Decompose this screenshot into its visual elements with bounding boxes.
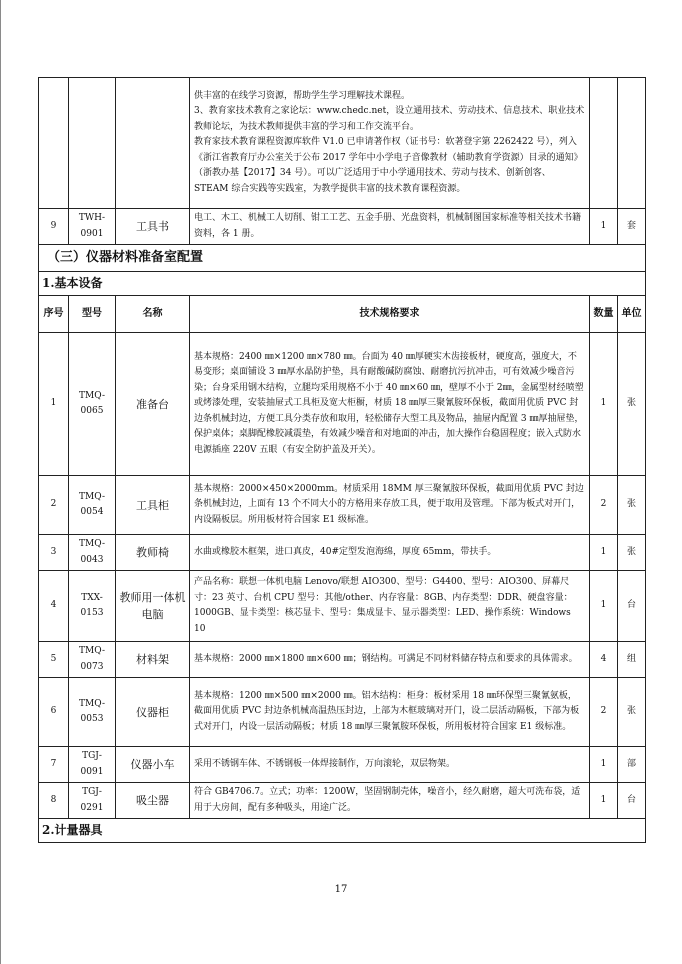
table-row [39,642,646,678]
table-row [39,333,646,476]
cell-name: 吸尘器 [116,783,190,819]
cell-no: 7 [39,747,69,783]
cell-name: 教师椅 [116,535,190,571]
spec-line: 供丰富的在线学习资源，帮助学生学习理解技术课程。 [194,90,411,101]
cell-spec: 电工、木工、机械工人切削、钳工工艺、五金手册、光盘资料，机械制图国家标准等相关技术书籍资料，各 1 册。 [190,209,590,245]
header-qty: 数量 [590,296,618,333]
table-row [39,476,646,535]
cell-qty: 4 [590,642,618,678]
header-spec: 技术规格要求 [190,296,590,333]
cell-unit: 组 [618,642,646,678]
cell-unit: 张 [618,476,646,535]
cell-name: 材料架 [116,642,190,678]
cell-spec: 基本规格：2000×450×2000mm。材质采用 18MM 厚三聚氰胺环保板，截面用优质 PVC 封边条机械封边，上面有 13 个不同大小的方格用来存放工具，便于取用及管理。下部为板式对开门，内设隔板层。所用板材符合国家 E1 级标准。 [190,476,590,535]
cell-unit: 台 [618,571,646,642]
table-row [39,571,646,642]
cell-name [116,78,190,209]
subsection-title: 1.基本设备 [39,272,646,296]
cell-qty: 1 [590,783,618,819]
cell-model [69,78,116,209]
cell-qty: 2 [590,476,618,535]
section-title: （三）仪器材料准备室配置 [39,245,646,272]
cell-no: 8 [39,783,69,819]
cell-spec: 基本规格：2000 ㎜×1800 ㎜×600 ㎜；钢结构。可满足不同材料储存特点和要求的具体需求。 [190,642,590,678]
cell-model: TMQ-0054 [69,476,116,535]
table-row [39,678,646,747]
cell-model: TXX-0153 [69,571,116,642]
cell-no [39,78,69,209]
cell-qty: 1 [590,333,618,476]
cell-spec: 符合 GB4706.7。立式；功率：1200W，坚固钢制壳体，噪音小，经久耐磨，超大可洗布袋，适用于大房间，配有多种吸头，用途广泛。 [190,783,590,819]
cell-model: TWH-0901 [69,209,116,245]
cell-unit: 套 [618,209,646,245]
cell-model: TMQ-0073 [69,642,116,678]
cell-name: 准备台 [116,333,190,476]
cell-no: 3 [39,535,69,571]
cell-unit: 部 [618,747,646,783]
cell-spec: 产品名称：联想一体机电脑 Lenovo/联想 AIO300、型号：G4400、型号：AIO300、屏幕尺寸：23 英寸、台机 CPU 型号：其他/other、内存容量：8GB、内存类型：DDR、硬盘容量：1000GB、显卡类型：核芯显卡、型号：集成显卡、显示器类型：LED、操作系统：Windows 10 [190,571,590,642]
cell-name: 仪器小车 [116,747,190,783]
cell-spec: 基本规格：2400 ㎜×1200 ㎜×780 ㎜。台面为 40 ㎜厚硬实木齿接板材，硬度高，强度大，不易变形；桌面铺设 3 ㎜厚水晶防护垫，具有耐酸碱防腐蚀、耐磨抗污抗冲击，可有效减少噪音污染；台身采用钢木结构，立腿均采用规格不小于 40 ㎜×60 ㎜，壁厚不小于 2㎜，金属型材经喷塑或烤漆处理，安装抽屉式工具柜及宽大柜橱，材质 18 ㎜厚三聚氰胺环保板，截面用优质 PVC 封边条机械封边，方便工具分类存放和取用，轻松储存大型工具及物品，抽屉内配置 3 ㎜厚抽屉垫，保护桌体；桌脚配橡胶减震垫，有效减少噪音和对地面的冲击，加大操作台稳固程度；嵌入式防水电源插座 220V 五眼（有安全防护盖及开关）。 [190,333,590,476]
cell-unit: 台 [618,783,646,819]
cell-qty: 1 [590,747,618,783]
spec-line: 教育家技术教育课程资源库软件 V1.0 已申请著作权（证书号：软著登字第 2262422 号），列入《浙江省教育厅办公室关于公布 2017 学年中小学电子音像教材（辅助教育学资源）目录的通知》（浙教办基【2017】34 号）。可以广泛适用于中小学通用技术、劳动与技术、创新创客、STEAM 综合实践等实践室，为教学提供丰富的技术教育课程资源。 [194,137,583,194]
subsection-row [39,272,646,296]
table-row [39,747,646,783]
cell-qty: 1 [590,535,618,571]
cell-unit: 张 [618,535,646,571]
cell-qty: 1 [590,571,618,642]
table-row [39,783,646,819]
spec-line: 3、教育家技术教育之家论坛：www.chedc.net，设立通用技术、劳动技术、信息技术、职业技术教师论坛，为技术教师提供丰富的学习和工作交流平台。 [194,106,585,132]
cell-unit: 张 [618,333,646,476]
cell-qty: 2 [590,678,618,747]
header-unit: 单位 [618,296,646,333]
cell-qty [590,78,618,209]
cell-name: 工具柜 [116,476,190,535]
cell-model: TMQ-0043 [69,535,116,571]
page-left-edge [0,0,1,964]
cell-model: TMQ-0053 [69,678,116,747]
page-number: 17 [334,884,348,895]
cell-spec: 采用不锈钢车体、不锈钢板一体焊接制作，万向滚轮，双层物架。 [190,747,590,783]
cell-spec: 水曲或橡胶木框架，进口真皮，40#定型发泡海绵，厚度 65mm，带扶手。 [190,535,590,571]
cell-unit: 张 [618,678,646,747]
section-row [39,245,646,272]
subsection-row [39,819,646,843]
table-row [39,78,646,209]
cell-name: 仪器柜 [116,678,190,747]
cell-model: TGJ-0091 [69,747,116,783]
cell-model: TMQ-0065 [69,333,116,476]
table-row [39,535,646,571]
cell-no: 1 [39,333,69,476]
cell-no: 2 [39,476,69,535]
cell-name: 工具书 [116,209,190,245]
header-model: 型号 [69,296,116,333]
cell-name: 教师用一体机电脑 [116,571,190,642]
header-name: 名称 [116,296,190,333]
equipment-table [38,77,646,843]
header-row [39,296,646,333]
cell-no: 6 [39,678,69,747]
cell-qty: 1 [590,209,618,245]
cell-unit [618,78,646,209]
cell-no: 4 [39,571,69,642]
header-no: 序号 [39,296,69,333]
subsection-title: 2.计量器具 [39,819,646,843]
cell-spec: 基本规格：1200 ㎜×500 ㎜×2000 ㎜。铝木结构：柜身：板材采用 18 ㎜环保型三聚氰氨板，截面用优质 PVC 封边条机械高温热压封边，上部为木框玻璃对开门，设二层活动隔板，下部为板式对开门，内设一层活动隔板；材质 18 ㎜厚三聚氰胺环保板，所用板材符合国家 E1 级标准。 [190,678,590,747]
cell-no: 5 [39,642,69,678]
cell-no: 9 [39,209,69,245]
table-row [39,209,646,245]
cell-model: TGJ-0291 [69,783,116,819]
cell-spec [190,78,590,209]
